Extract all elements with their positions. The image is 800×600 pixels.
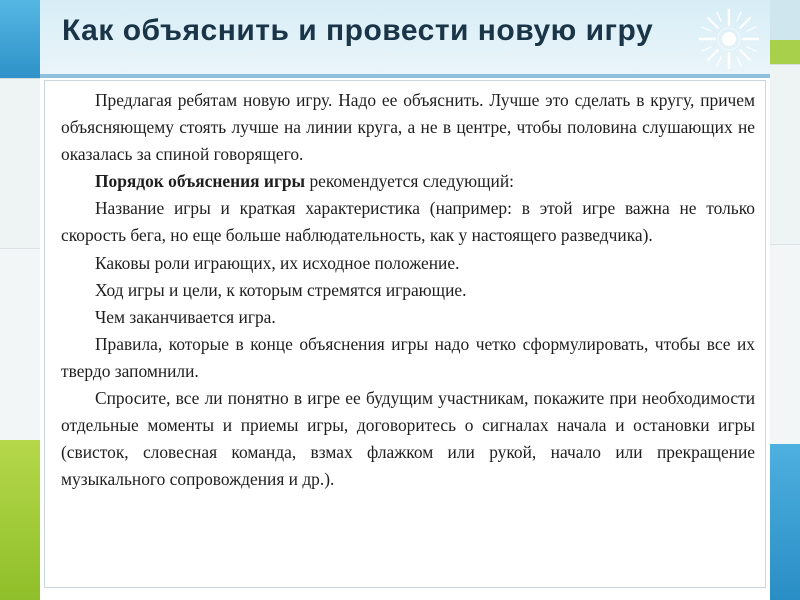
- right-light-block: [770, 0, 800, 40]
- paragraph: Чем заканчивается игра.: [95, 306, 276, 327]
- paragraph: Ход игры и цели, к которым стремятся играющие.: [95, 279, 467, 300]
- left-gray-block: [0, 78, 40, 249]
- left-gray-block: [0, 248, 40, 441]
- paragraph-text: рекомендуется следующий:: [305, 171, 514, 192]
- content-panel: [44, 80, 766, 588]
- sun-icon: [696, 6, 762, 72]
- paragraph: Предлагая ребятам новую игру. Надо ее объяснить. Лучше это сделать в кругу, причем объясняющему стоять лучше на линии круга, а не в центре, чтобы половина слушающих не оказалась за спиной говорящего.: [61, 90, 755, 165]
- right-gray-block: [770, 64, 800, 245]
- page-title: Как объяснить и провести новую игру: [62, 14, 654, 47]
- paragraph: Название игры и краткая характеристика (например: в этой игре важна не только скорость бега, но еще больше наблюдательность, как у настоящего разведчика).: [61, 198, 755, 246]
- right-green-block: [770, 40, 800, 64]
- right-decorative-strip: [770, 0, 800, 600]
- bold-phrase: Порядок объяснения игры: [95, 171, 306, 192]
- body-text: [61, 87, 755, 493]
- title-divider: [40, 74, 770, 78]
- left-decorative-strip: [0, 0, 40, 600]
- paragraph: Спросите, все ли понятно в игре ее будущим участникам, покажите при необходимости отдельные моменты и приемы игры, договоритесь о сигналах начала и остановки игры (свисток, словесная команда, взмах флажком или рукой, начало или прекращение музыкального сопровождения и др.).: [61, 388, 755, 490]
- right-blue-block: [770, 444, 800, 600]
- paragraph: [61, 168, 755, 195]
- left-blue-block: [0, 0, 40, 78]
- right-gray-block: [770, 244, 800, 445]
- left-green-block: [0, 440, 40, 600]
- paragraph: Каковы роли играющих, их исходное положение.: [95, 252, 460, 273]
- paragraph: Правила, которые в конце объяснения игры надо четко сформулировать, чтобы все их твердо запомнили.: [61, 333, 755, 381]
